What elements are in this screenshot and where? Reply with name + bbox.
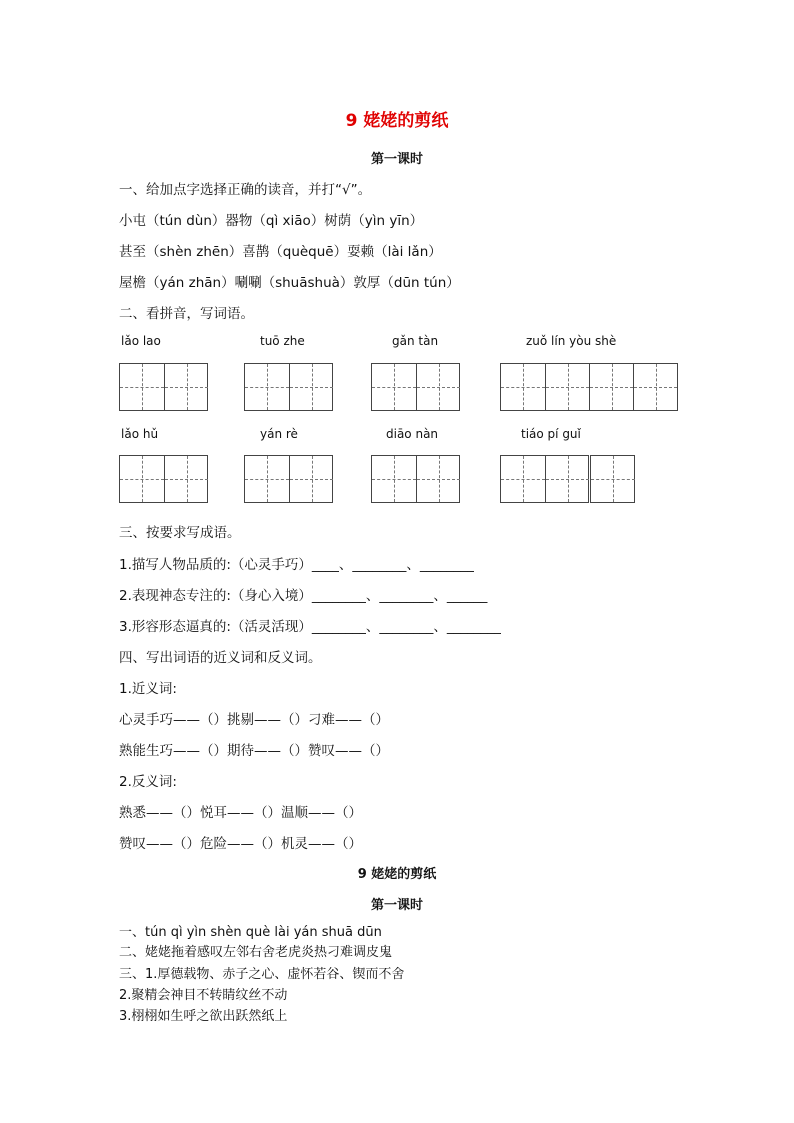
answers-lesson: 第一课时 bbox=[370, 898, 423, 913]
page-title: 9 姥姥的剪纸 bbox=[345, 111, 449, 131]
answer-line-4: 2.聚精会神目不转睛纹丝不动 bbox=[119, 988, 288, 1003]
q1-line-2: 甚至（shèn zhēn）喜鹊（quèquē）耍赖（lài lǎn） bbox=[119, 244, 442, 260]
writing-grid-2[interactable] bbox=[244, 363, 333, 411]
q1-heading: 一、给加点字选择正确的读音，并打“√”。 bbox=[119, 182, 372, 198]
q4-antonym-line-1: 熟悉——（）悦耳——（）温顺——（） bbox=[119, 805, 362, 821]
answer-line-5: 3.栩栩如生呼之欲出跃然纸上 bbox=[119, 1009, 288, 1024]
q3-heading: 三、按要求写成语。 bbox=[119, 525, 241, 541]
q3-line-1: 1.描写人物品质的:（心灵手巧）____、________、________ bbox=[119, 557, 474, 573]
pinyin-yanre: yán rè bbox=[260, 427, 298, 441]
writing-grid-1[interactable] bbox=[119, 363, 208, 411]
pinyin-tuozhe: tuō zhe bbox=[260, 334, 305, 348]
pinyin-tiaopigui: tiáo pí guǐ bbox=[521, 427, 581, 441]
writing-grid-4[interactable] bbox=[500, 363, 678, 411]
answer-line-2: 二、姥姥拖着感叹左邻右舍老虎炎热刁难调皮鬼 bbox=[119, 945, 393, 960]
q4-synonym-label: 1.近义词: bbox=[119, 681, 177, 697]
pinyin-laolao: lǎo lao bbox=[121, 334, 161, 348]
writing-grid-3[interactable] bbox=[371, 363, 460, 411]
pinyin-zuolinyoushe: zuǒ lín yòu shè bbox=[526, 334, 617, 348]
q4-antonym-line-2: 赞叹——（）危险——（）机灵——（） bbox=[119, 836, 362, 852]
writing-grid-9[interactable] bbox=[590, 455, 635, 503]
lesson-heading: 第一课时 bbox=[370, 152, 423, 167]
q1-line-1: 小屯（tún dùn）器物（qì xiāo）树荫（yìn yīn） bbox=[119, 213, 424, 229]
pinyin-laohu: lǎo hǔ bbox=[121, 427, 159, 441]
q4-heading: 四、写出词语的近义词和反义词。 bbox=[119, 650, 322, 666]
q4-synonym-line-1: 心灵手巧——（）挑剔——（）刁难——（） bbox=[119, 712, 389, 728]
pinyin-gantan: gǎn tàn bbox=[392, 334, 439, 348]
answers-title: 9 姥姥的剪纸 bbox=[357, 867, 437, 882]
writing-grid-5[interactable] bbox=[119, 455, 208, 503]
q4-synonym-line-2: 熟能生巧——（）期待——（）赞叹——（） bbox=[119, 743, 389, 759]
q3-line-2: 2.表现神态专注的:（身心入境）________、________、______ bbox=[119, 588, 488, 604]
q4-antonym-label: 2.反义词: bbox=[119, 774, 177, 790]
answer-line-3: 三、1.厚德载物、赤子之心、虚怀若谷、锲而不舍 bbox=[119, 967, 405, 982]
writing-grid-7[interactable] bbox=[371, 455, 460, 503]
answer-line-1: 一、tún qì yìn shèn què lài yán shuā dūn bbox=[119, 925, 382, 940]
writing-grid-8[interactable] bbox=[500, 455, 589, 503]
writing-grid-6[interactable] bbox=[244, 455, 333, 503]
q2-heading: 二、看拼音，写词语。 bbox=[119, 306, 254, 322]
pinyin-diaonan: diāo nàn bbox=[386, 427, 439, 441]
q1-line-3: 屋檐（yán zhān）唰唰（shuāshuà）敦厚（dūn tún） bbox=[119, 275, 460, 291]
q3-line-3: 3.形容形态逼真的:（活灵活现）________、________、________ bbox=[119, 619, 501, 635]
